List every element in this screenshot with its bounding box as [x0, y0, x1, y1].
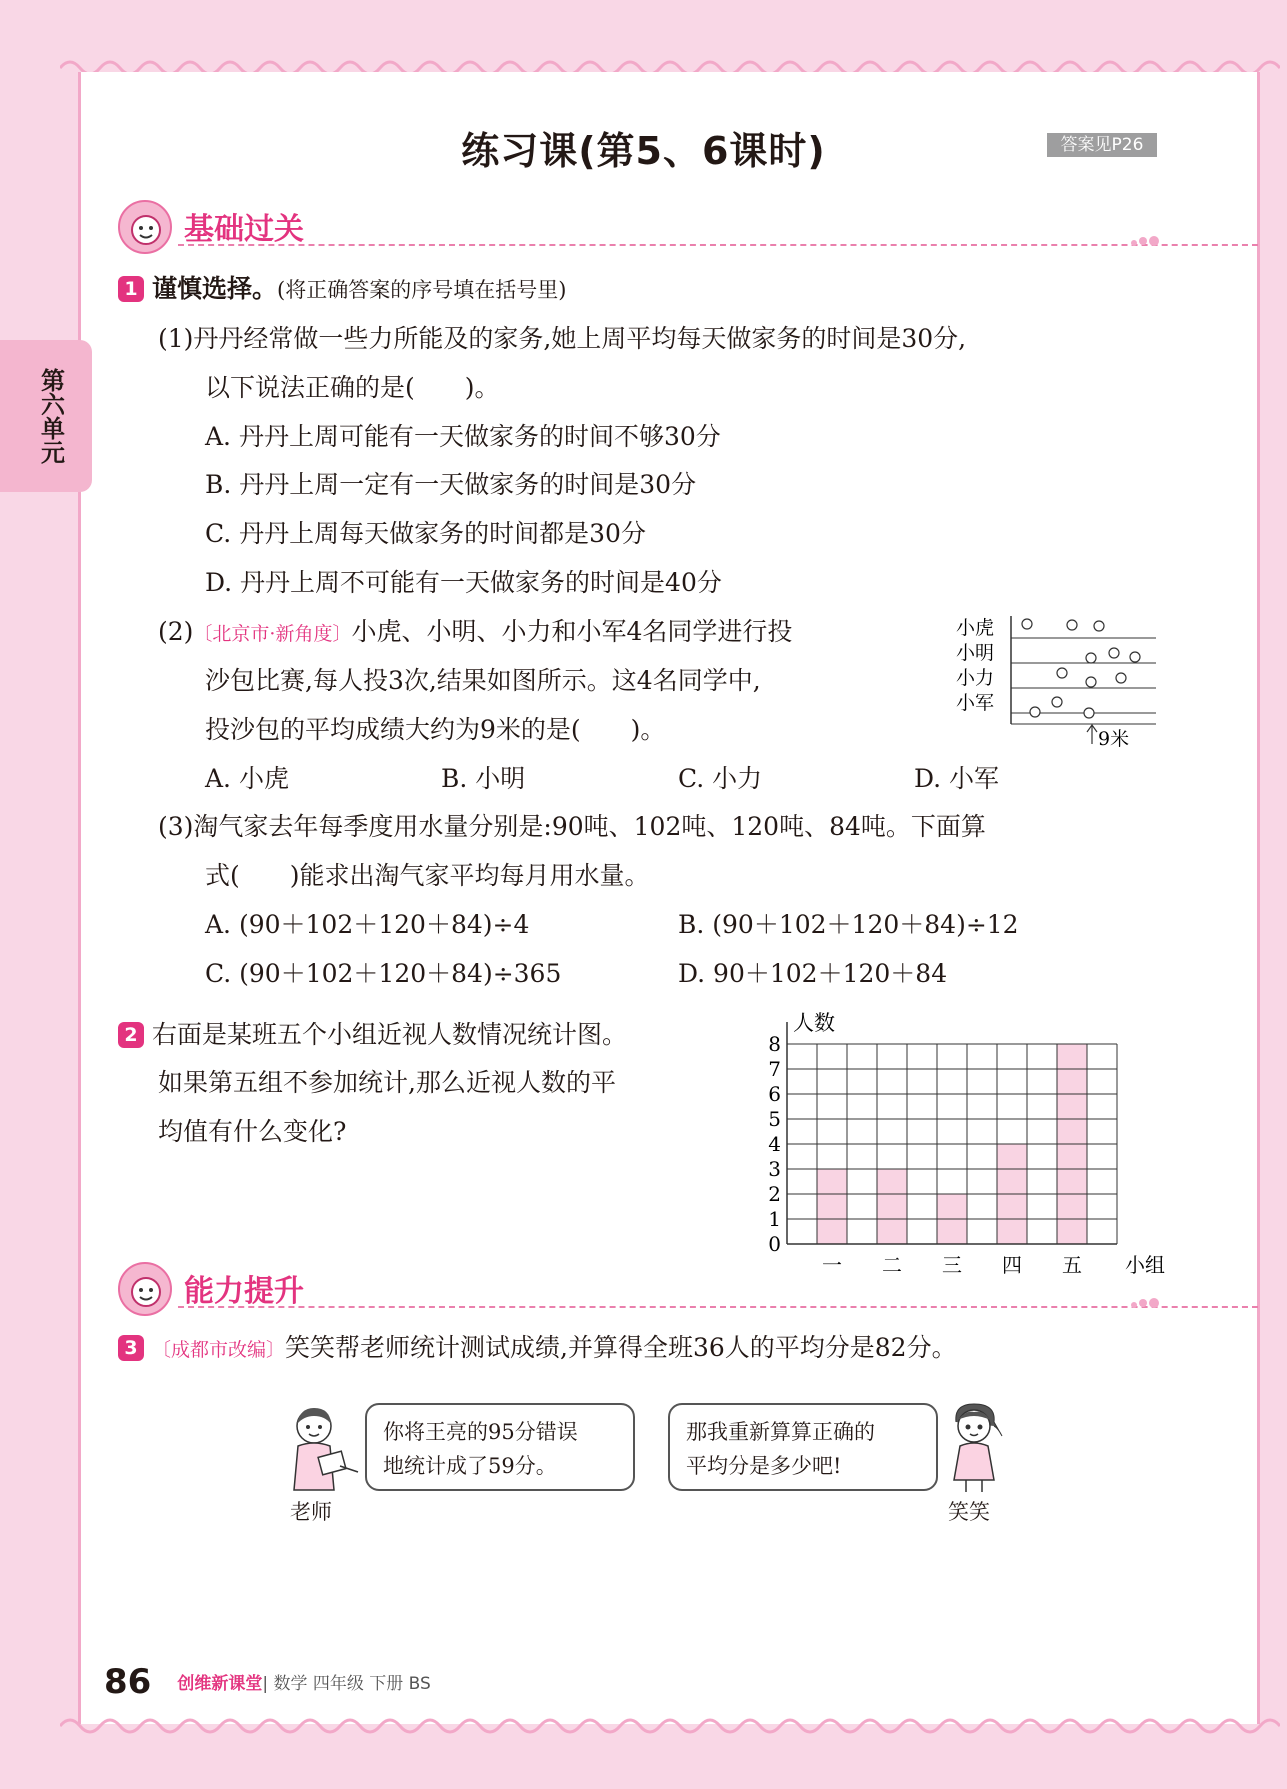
teacher-speech-bubble: 你将王亮的95分错误 地统计成了59分。 [365, 1403, 635, 1491]
source-tag: 〔北京市·新角度〕 [193, 623, 352, 645]
y-tick-label: 5 [768, 1107, 781, 1131]
y-tick-label: 4 [768, 1132, 781, 1156]
q1-part2-option-d: D. 小军 [914, 764, 1000, 793]
q1-part1-line1: (1)丹丹经常做一些力所能及的家务,她上周平均每天做家务的时间是30分, [158, 324, 967, 353]
myopia-bar-chart [760, 1008, 1170, 1278]
question-number-badge: 2 [118, 1022, 144, 1048]
q1-part3-line2: 式( )能求出淘气家平均每月用水量。 [205, 861, 650, 890]
page-number: 86 [104, 1662, 152, 1702]
student-name-label: 笑笑 [948, 1500, 990, 1524]
x-category-label: 二 [882, 1253, 902, 1277]
question-number-badge: 3 [118, 1335, 144, 1361]
figure-name-xiaoming: 小明 [956, 642, 995, 664]
q1-part1-line2: 以下说法正确的是( )。 [205, 373, 500, 402]
cartoon-face-icon [118, 1262, 172, 1316]
decorative-dots-icon [1130, 234, 1160, 248]
figure-name-xiaohu: 小虎 [956, 617, 995, 639]
teacher-name-label: 老师 [290, 1500, 332, 1524]
question-2-line1: 2 右面是某班五个小组近视人数情况统计图。 [118, 1018, 627, 1052]
y-tick-label: 2 [768, 1182, 781, 1206]
y-tick-label: 3 [768, 1157, 781, 1181]
page-title: 练习课(第5、6课时) [461, 129, 826, 173]
q1-part2-line2: 沙包比赛,每人投3次,结果如图所示。这4名同学中, [205, 666, 761, 695]
y-tick-label: 6 [768, 1082, 781, 1106]
nine-meter-marker-label: 9米 [1098, 728, 1130, 750]
q1-part3-option-c: C. (90＋102＋120＋84)÷365 [205, 959, 562, 988]
q1-part2-line1: (2)〔北京市·新角度〕小虎、小明、小力和小军4名同学进行投 [158, 617, 793, 646]
q1-part3-option-d: D. 90＋102＋120＋84 [678, 959, 948, 988]
figure-name-xiaojun: 小军 [956, 692, 995, 714]
bar-1 [817, 1169, 847, 1244]
y-axis-label: 人数 [793, 1011, 835, 1035]
bottom-wave-border [60, 1714, 1280, 1738]
page-footer [104, 1662, 431, 1702]
q1-part2-line3: 投沙包的平均成绩大约为9米的是( )。 [205, 715, 666, 744]
unit-side-tab: 第六单元 [0, 340, 92, 492]
beanbag-throw-figure [956, 612, 1166, 750]
q1-part1-option-d: D. 丹丹上周不可能有一天做家务的时间是40分 [205, 568, 722, 597]
brand-name: 创维新课堂 [177, 1674, 263, 1694]
q1-part1-option-a: A. 丹丹上周可能有一天做家务的时间不够30分 [205, 422, 721, 451]
q1-part3-option-b: B. (90＋102＋120＋84)÷12 [678, 910, 1019, 939]
section-divider [178, 244, 1258, 246]
section-header-advanced [118, 1262, 1158, 1316]
source-tag: 〔成都市改编〕 [152, 1339, 286, 1361]
y-tick-label: 8 [768, 1032, 781, 1056]
question-number-badge: 1 [118, 276, 144, 302]
section-label: 能力提升 [184, 1274, 304, 1309]
x-axis-label: 小组 [1125, 1253, 1165, 1277]
figure-name-xiaoli: 小力 [956, 667, 995, 689]
question-1-heading: 1 谨慎选择。(将正确答案的序号填在括号里) [118, 272, 566, 307]
x-category-label: 三 [942, 1253, 962, 1277]
x-category-label: 四 [1002, 1253, 1022, 1277]
section-divider [178, 1306, 1258, 1308]
q1-part1-option-c: C. 丹丹上周每天做家务的时间都是30分 [205, 519, 646, 548]
q1-part2-option-b: B. 小明 [441, 764, 526, 793]
x-category-label: 一 [822, 1253, 842, 1277]
student-speech-bubble: 那我重新算算正确的 平均分是多少吧! [668, 1403, 938, 1491]
question-2-line3: 均值有什么变化? [158, 1117, 347, 1146]
q1-part2-option-c: C. 小力 [678, 764, 763, 793]
question-2-line2: 如果第五组不参加统计,那么近视人数的平 [158, 1068, 616, 1097]
q1-part2-option-a: A. 小虎 [205, 764, 289, 793]
q1-part3-option-a: A. (90＋102＋120＋84)÷4 [205, 910, 530, 939]
x-category-label: 五 [1062, 1253, 1082, 1277]
cartoon-face-icon [118, 200, 172, 254]
q1-part3-line1: (3)淘气家去年每季度用水量分别是:90吨、102吨、120吨、84吨。下面算 [158, 812, 986, 841]
throw-points [1022, 619, 1140, 718]
q1-part1-option-b: B. 丹丹上周一定有一天做家务的时间是30分 [205, 470, 697, 499]
question-3-line: 3 〔成都市改编〕笑笑帮老师统计测试成绩,并算得全班36人的平均分是82分。 [118, 1331, 957, 1367]
student-cartoon-icon [944, 1400, 1008, 1494]
section-label: 基础过关 [184, 212, 304, 247]
y-tick-label: 7 [768, 1057, 781, 1081]
y-tick-label: 0 [768, 1232, 781, 1256]
section-header-basic [118, 200, 1158, 254]
teacher-cartoon-icon [280, 1402, 360, 1494]
bar-2 [877, 1169, 907, 1244]
y-tick-label: 1 [768, 1207, 781, 1231]
book-info: | 数学 四年级 下册 BS [262, 1674, 431, 1694]
answer-reference-badge: 答案见P26 [1047, 133, 1157, 157]
decorative-dots-icon [1130, 1296, 1160, 1310]
